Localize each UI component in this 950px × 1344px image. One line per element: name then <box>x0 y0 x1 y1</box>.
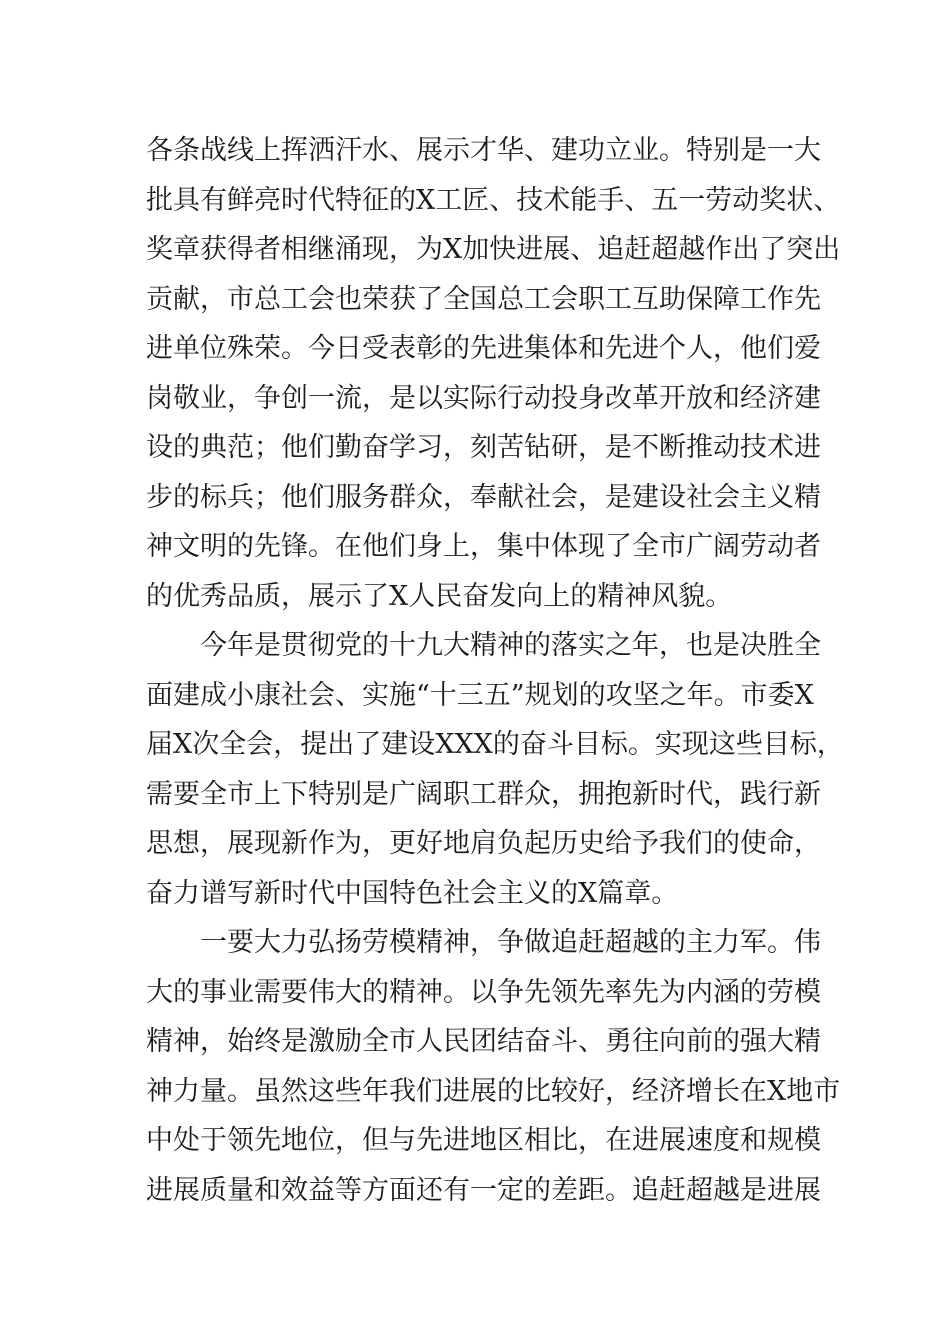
p2-line-3: 届X次全会，提出了建设XXX的奋斗目标。实现这些目标， <box>146 729 844 760</box>
p3-line-6: 进展质量和效益等方面还有一定的差距。追赶超越是进展 <box>146 1174 821 1206</box>
p3-line-4: 神力量。虽然这些年我们进展的比较好，经济增长在X地市 <box>146 1075 841 1107</box>
p3-line-5: 中处于领先地位，但与先进地区相比，在进展速度和规模 <box>146 1125 821 1156</box>
p2-line-2: 面建成小康社会、实施“十三五”规划的攻坚之年。市委X <box>146 679 814 711</box>
p1-line-6: 岗敬业，争创一流，是以实际行动投身改革开放和经济建 <box>146 382 821 414</box>
body-text <box>146 126 844 1215</box>
p1-line-9: 神文明的先锋。在他们身上，集中体现了全市广阔劳动者 <box>146 531 821 562</box>
p2-line-4: 需要全市上下特别是广阔职工群众，拥抱新时代，践行新 <box>146 778 821 810</box>
p1-line-7: 设的典范；他们勤奋学习，刻苦钻研，是不断推动技术进 <box>146 432 821 463</box>
p2-line-1: 今年是贯彻党的十九大精神的落实之年，也是决胜全 <box>200 630 821 661</box>
p3-line-1: 一要大力弘扬劳模精神，争做追赶超越的主力军。伟 <box>200 927 821 958</box>
p1-line-4: 贡献，市总工会也荣获了全国总工会职工互助保障工作先 <box>146 283 821 315</box>
p2-line-5: 思想，展现新作为，更好地肩负起历史给予我们的使命， <box>146 828 821 859</box>
p1-line-1: 各条战线上挥洒汗水、展示才华、建功立业。特别是一大 <box>146 135 821 166</box>
p1-line-5: 进单位殊荣。今日受表彰的先进集体和先进个人，他们爱 <box>146 333 821 364</box>
p1-line-3: 奖章获得者相继涌现，为X加快进展、追赶超越作出了突出 <box>146 234 841 265</box>
p3-line-3: 精神，始终是激励全市人民团结奋斗、勇往向前的强大精 <box>146 1026 821 1057</box>
p2-line-6: 奋力谱写新时代中国特色社会主义的X篇章。 <box>146 877 679 909</box>
p1-line-8: 步的标兵；他们服务群众，奉献社会，是建设社会主义精 <box>146 481 821 513</box>
p3-line-2: 大的事业需要伟大的精神。以争先领先率先为内涵的劳模 <box>146 976 821 1008</box>
p1-line-10: 的优秀品质，展示了X人民奋发向上的精神风貌。 <box>146 580 733 612</box>
p1-line-2: 批具有鲜亮时代特征的X工匠、技术能手、五一劳动奖状、 <box>146 184 841 216</box>
